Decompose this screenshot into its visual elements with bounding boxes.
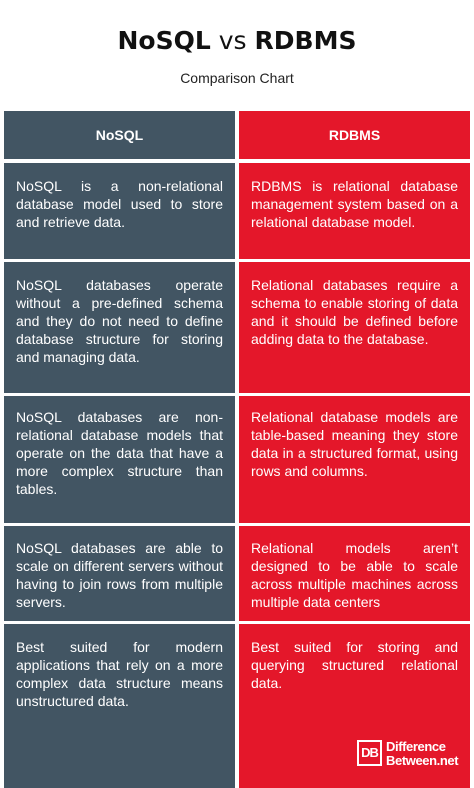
rdbms-cell-2: Relational databases require a schema to enable storing of data and it should be defined before adding data to the database.: [251, 277, 458, 347]
logo-text-line1: Difference: [386, 739, 446, 754]
page-subtitle: Comparison Chart: [180, 70, 294, 86]
title-rdbms: RDBMS: [254, 26, 357, 55]
row-divider: [4, 259, 470, 262]
title-vs: vs: [218, 26, 247, 55]
rdbms-column-header: RDBMS: [328, 127, 381, 143]
row-divider: [4, 621, 470, 624]
nosql-cell-5: Best suited for modern applications that rely on a more complex data structure means unstructured data.: [16, 639, 223, 709]
nosql-cell-3: NoSQL databases are non-relational database models that operate on the data that have a more complex structure than tables.: [16, 409, 223, 497]
row-divider: [4, 393, 470, 396]
rdbms-cell-5: Best suited for storing and querying structured relational data.: [251, 639, 458, 691]
logo-mark: DB: [357, 740, 382, 766]
nosql-cell-4: NoSQL databases are able to scale on different servers without having to join rows from multiple servers.: [16, 540, 223, 610]
title-nosql: NoSQL: [117, 26, 211, 55]
rdbms-cell-3: Relational database models are table-based meaning they store data in a structured format, using rows and columns.: [251, 409, 458, 479]
rdbms-cell-1: RDBMS is relational database management system based on a relational database model.: [251, 178, 458, 230]
nosql-cell-2: NoSQL databases operate without a pre-defined schema and they do not need to define database structure for storing and managing data.: [16, 277, 223, 365]
nosql-column-header: NoSQL: [95, 127, 144, 143]
page-title: [0, 26, 474, 55]
rdbms-cell-4: Relational models aren’t designed to be able to scale across multiple machines across multiple data centers: [251, 540, 458, 610]
differencebetween-logo: [357, 738, 463, 770]
logo-text-line2: Between.net: [386, 753, 459, 768]
header-divider: [4, 159, 470, 163]
row-divider: [4, 523, 470, 526]
comparison-table: [4, 111, 470, 788]
nosql-cell-1: NoSQL is a non-relational database model used to store and retrieve data.: [16, 178, 223, 230]
